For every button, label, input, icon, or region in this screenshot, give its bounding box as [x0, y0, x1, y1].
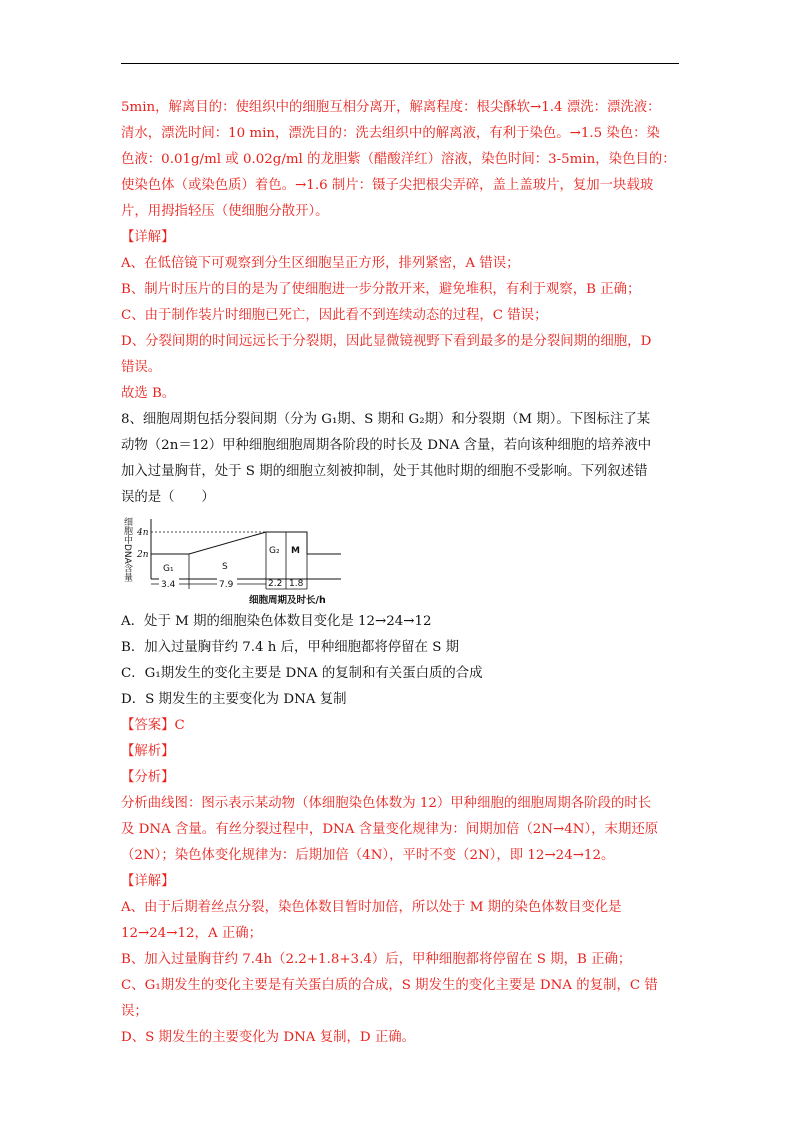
option-a: A．处于 M 期的细胞染色体数目变化是 12→24→12 — [121, 614, 432, 629]
phase-label-s: S — [222, 562, 228, 572]
option-d: D．S 期发生的主要变化为 DNA 复制 — [121, 692, 347, 707]
question-8 — [121, 407, 681, 511]
header-rule — [121, 63, 679, 64]
duration-g2: 2.2 — [268, 579, 283, 589]
phase-label-g2: G₂ — [269, 546, 280, 556]
text-line: （2N）；染色体变化规律为：后期加倍（4N），平时不变（2N），即 12→24→12。 — [121, 848, 615, 863]
y-axis-label: 细胞中DNA含量 — [122, 517, 132, 582]
duration-s: 7.9 — [219, 580, 234, 590]
option-c: C．G₁期发生的变化主要是 DNA 的复制和有关蛋白质的合成 — [121, 666, 483, 681]
options-list — [121, 609, 681, 713]
text-line: 故选 B。 — [121, 386, 176, 401]
text-line: B、制片时压片的目的是为了使细胞进一步分散开来，避免堆积，有利于观察，B 正确； — [121, 282, 641, 297]
detail-label-2: 【详解】 — [121, 874, 175, 889]
text-line: 12→24→12，A 正确； — [121, 926, 263, 941]
text-line: 分析曲线图：图示表示某动物（体细胞染色体数为 12）甲种细胞的细胞周期各阶段的时长 — [121, 796, 652, 811]
detail-label: 【详解】 — [121, 230, 175, 245]
text-line: 清水，漂洗时间：10 min，漂洗目的：洗去组织中的解离液，有利于染色。→1.5 染色：染 — [121, 126, 660, 141]
text-line: A、由于后期着丝点分裂，染色体数目暂时加倍，所以处于 M 期的染色体数目变化是 — [121, 900, 622, 915]
x-axis-label: 细胞周期及时长/h — [249, 595, 326, 606]
analysis-paragraph — [121, 95, 681, 225]
text-line: 5min，解离目的：使组织中的细胞互相分离开，解离程度：根尖酥软→1.4 漂洗：漂洗液： — [121, 100, 661, 115]
text-line: 误； — [121, 1004, 148, 1019]
duration-g1: 3.4 — [161, 580, 176, 590]
question-line: 8、细胞周期包括分裂间期（分为 G₁期、S 期和 G₂期）和分裂期（M 期）。下图标注了某 — [121, 412, 651, 427]
y-tick-2n: 2n — [137, 550, 149, 560]
text-line: 片，用拇指轻压（使细胞分散开）。 — [121, 204, 329, 219]
question-line: 加入过量胸苷，处于 S 期的细胞立刻被抑制，处于其他时期的细胞不受影响。下列叙述错 — [121, 464, 648, 479]
cell-cycle-dna-chart — [121, 513, 681, 609]
y-tick-4n: 4n — [137, 528, 149, 538]
question-line: 动物（2n＝12）甲种细胞细胞周期各阶段的时长及 DNA 含量，若向该种细胞的培养液中 — [121, 438, 652, 453]
dna-curve — [151, 532, 341, 554]
question-line: 误的是（ ） — [121, 490, 215, 505]
fenxi-label: 【分析】 — [121, 770, 175, 785]
text-line: 色液：0.01g/ml 或 0.02g/ml 的龙胆紫（醋酸洋红）溶液，染色时间：3-5min，染色目的： — [121, 152, 676, 167]
fenxi-section — [121, 791, 681, 869]
phase-label-g1: G₁ — [163, 564, 174, 574]
phase-label-m: M — [291, 546, 300, 556]
text-line: 错误。 — [121, 360, 162, 375]
text-line: 及 DNA 含量。有丝分裂过程中，DNA 含量变化规律为：间期加倍（2N→4N），末期还原 — [121, 822, 659, 837]
detail-section-2 — [121, 895, 681, 1051]
text-line: C、由于制作装片时细胞已死亡，因此看不到连续动态的过程，C 错误； — [121, 308, 548, 323]
chart-svg — [121, 513, 361, 609]
option-b: B．加入过量胸苷约 7.4 h 后，甲种细胞都将停留在 S 期 — [121, 640, 460, 655]
text-line: C、G₁期发生的变化主要是有关蛋白质的合成，S 期发生的变化主要是 DNA 的复制，C 错 — [121, 978, 658, 993]
text-line: 使染色体（或染色质）着色。→1.6 制片：镊子尖把根尖弄碎，盖上盖玻片，复加一块载玻 — [121, 178, 654, 193]
text-line: D、S 期发生的主要变化为 DNA 复制，D 正确。 — [121, 1030, 416, 1045]
document-body — [121, 95, 681, 1051]
detail-section-1 — [121, 251, 681, 407]
jiexi-label: 【解析】 — [121, 744, 175, 759]
duration-m: 1.8 — [289, 579, 304, 589]
answer-label: 【答案】C — [121, 718, 185, 733]
text-line: B、加入过量胸苷约 7.4h（2.2+1.8+3.4）后，甲种细胞都将停留在 S 期，B 正确； — [121, 952, 632, 967]
text-line: A、在低倍镜下可观察到分生区细胞呈正方形，排列紧密，A 错误； — [121, 256, 520, 271]
text-line: D、分裂间期的时间远远长于分裂期，因此显微镜视野下看到最多的是分裂间期的细胞，D — [121, 334, 652, 349]
